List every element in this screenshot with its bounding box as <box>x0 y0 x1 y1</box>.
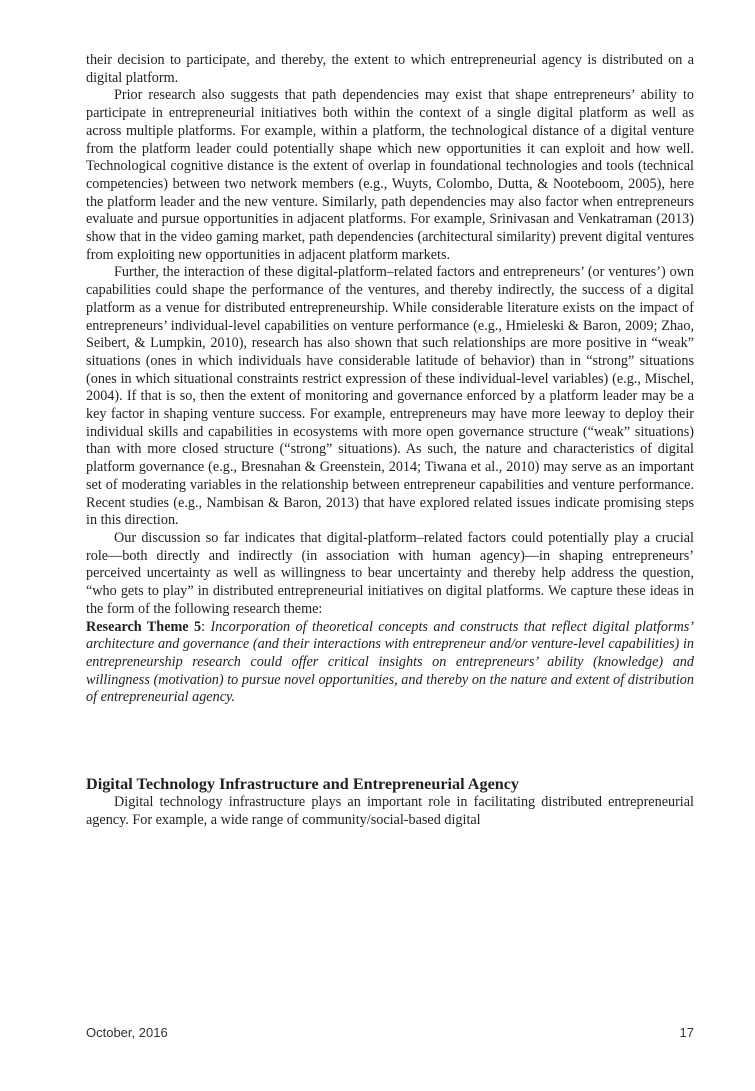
paragraph-path-dependencies: Prior research also suggests that path dependencies may exist that shape entrepreneurs’ ability to participate in entrepreneurial initiatives both within the context of a single digital platform as well as across multiple platforms. For example, within a platform, the technological distance of a digital venture from the platform leader could potentially shape which new opportunities it can exploit and how well. Technological cognitive distance is the extent of overlap in foundational technologies and tools (technical competencies) between two network members (e.g., Wuyts, Colombo, Dutta, & Nooteboom, 2005), here the platform leader and the new venture. Similarly, path dependencies may also factor when entrepreneurs evaluate and pursue opportunities in adjacent platforms. For example, Srinivasan and Venkatraman (2013) show that in the video gaming market, path dependencies (architectural similarity) prevent digital ventures from exploiting new opportunities in adjacent platform markets. <box>86 87 694 263</box>
section-heading: Digital Technology Infrastructure and Entrepreneurial Agency <box>86 775 520 794</box>
research-theme-separator: : <box>201 618 211 635</box>
paragraph-capabilities: Further, the interaction of these digital-platform–related factors and entrepreneurs’ (or ventures’) own capabilities could shape the performance of the ventures, and thereby indirectly, the success of a digital platform as a venue for distributed entrepreneurship. While considerable literature exists on the impact of entrepreneurs’ individual-level capabilities on venture performance (e.g., Hmieleski & Baron, 2009; Zhao, Seibert, & Lumpkin, 2010), research has also shown that such relationships are more positive in “weak” situations (ones in which individuals have considerable latitude of behavior) than in “strong” situations (ones in which situational constraints restrict expression of these individual-level variables) (e.g., Mischel, 2004). If that is so, then the extent of monitoring and governance enforced by a platform leader may be a key factor in shaping venture success. For example, entrepreneurs may have more leeway to deploy their individual skills and capabilities in ecosystems with more open governance structure (“weak” situations) than with more closed structure (“strong” situations). As such, the nature and characteristics of digital platform governance (e.g., Bresnahan & Greenstein, 2014; Tiwana et al., 2010) may serve as an important set of moderating variables in the relationship between entrepreneur capabilities and venture performance. Recent studies (e.g., Nambisan & Baron, 2013) that have explored related issues indicate promising steps in this direction. <box>86 264 694 529</box>
research-theme-block <box>86 619 694 708</box>
paragraph-continuation: their decision to participate, and thereby, the extent to which entrepreneurial agency is distributed on a digital platform. <box>86 52 694 86</box>
footer-date: October, 2016 <box>86 1025 168 1040</box>
paragraph-discussion: Our discussion so far indicates that digital-platform–related factors could potentially play a crucial role—both directly and indirectly (in association with human agency)—in shaping entrepreneurs’ perceived uncertainty as well as willingness to bear uncertainty and thereby help address the question, “who gets to play” in distributed entrepreneurial initiatives on digital platforms. We capture these ideas in the form of the following research theme: <box>86 529 694 617</box>
page-number: 17 <box>679 1025 694 1040</box>
research-theme-text: Incorporation of theoretical concepts and constructs that reflect digital platforms’ architecture and governance (and their interactions with entrepreneur and/or venture-level capabilities) in entrepreneurship research could offer critical insights on entrepreneurs’ ability (knowledge) and willingness (motivation) to pursue novel opportunities, and thereby on the nature and extent of distribution of entrepreneurial agency. <box>86 618 694 706</box>
research-theme-label: Research Theme 5 <box>86 618 202 635</box>
section-paragraph: Digital technology infrastructure plays an important role in facilitating distributed entrepreneurial agency. For example, a wide range of community/social-based digital <box>86 794 694 828</box>
page-body <box>86 52 694 829</box>
